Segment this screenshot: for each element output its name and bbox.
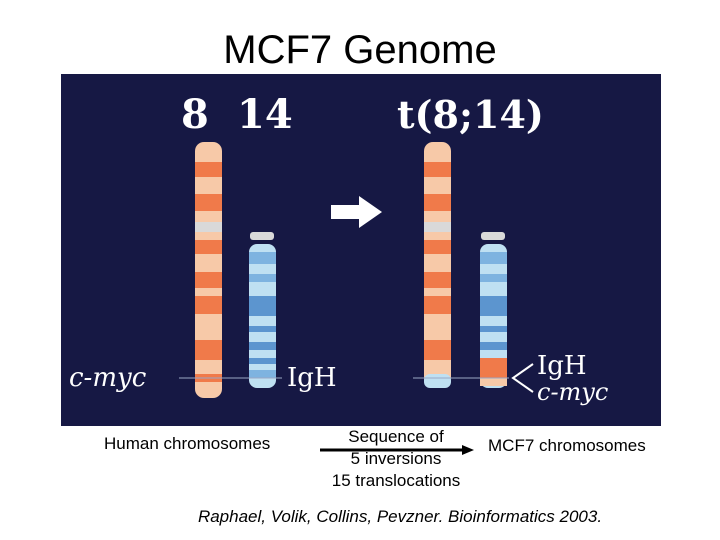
chromosome-14-right bbox=[480, 232, 507, 388]
chromosome-diagram bbox=[61, 74, 661, 426]
sequence-of-text: Sequence of bbox=[348, 427, 444, 446]
citation-journal: Bioinformatics 2003. bbox=[448, 507, 603, 526]
translocations-text: 15 translocations bbox=[331, 471, 461, 490]
citation-authors: Raphael, Volik, Collins, Pevzner. bbox=[197, 507, 444, 526]
sequence-caption bbox=[316, 426, 476, 492]
c-myc-label-left: c-myc bbox=[69, 363, 147, 393]
c-myc-label-right: c-myc bbox=[537, 378, 609, 406]
chr8-label: 8 bbox=[181, 91, 209, 138]
inversions-text: 5 inversions bbox=[350, 449, 442, 468]
mcf7-chromosomes-caption: MCF7 chromosomes bbox=[488, 436, 646, 455]
citation bbox=[0, 507, 720, 527]
sequence-arrow bbox=[316, 444, 476, 456]
igh-label-left: IgH bbox=[287, 363, 337, 393]
slide-title: MCF7 Genome bbox=[223, 28, 497, 72]
translocation-label: t(8;14) bbox=[397, 92, 544, 137]
human-chromosomes-caption: Human chromosomes bbox=[104, 434, 271, 453]
chromosome-8-right bbox=[424, 142, 451, 388]
chromosome-14-left bbox=[249, 232, 276, 388]
igh-label-right: IgH bbox=[537, 351, 587, 381]
chromosome-8-left bbox=[195, 142, 222, 398]
chr14-label: 14 bbox=[237, 91, 293, 138]
pointer-bracket bbox=[513, 364, 533, 392]
chromosome-figure bbox=[61, 74, 661, 426]
transform-arrow bbox=[331, 196, 382, 228]
